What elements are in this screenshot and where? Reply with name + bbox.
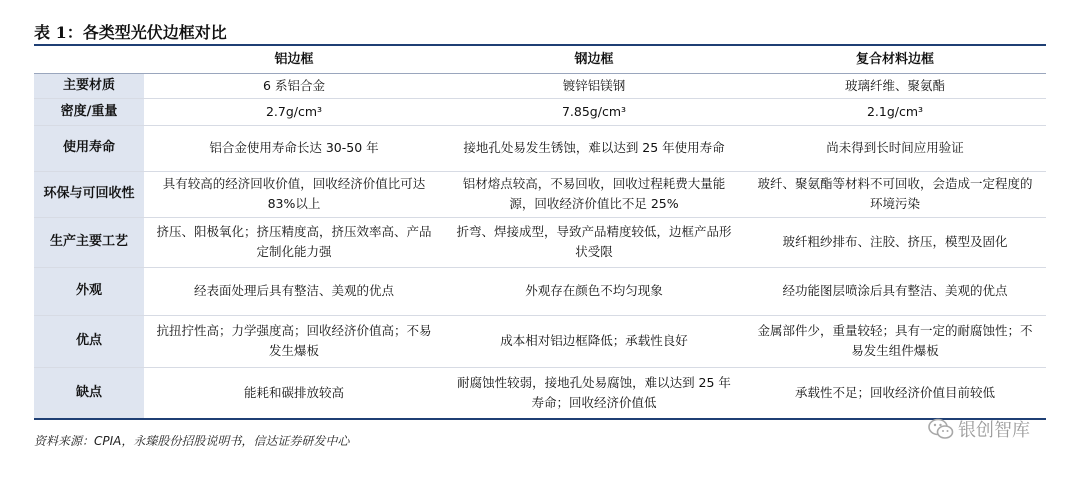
table-row bbox=[34, 73, 1046, 98]
watermark-text: 银创智库 bbox=[958, 420, 1030, 441]
table-cell: 玻璃纤维、聚氨酯 bbox=[744, 73, 1046, 98]
table-cell: 经表面处理后具有整洁、美观的优点 bbox=[144, 267, 444, 315]
row-label: 密度/重量 bbox=[34, 98, 144, 125]
table-row bbox=[34, 367, 1046, 419]
table-cell: 折弯、焊接成型，导致产品精度较低，边框产品形状受限 bbox=[444, 217, 744, 267]
table-cell: 挤压、阳极氧化；挤压精度高，挤压效率高、产品定制化能力强 bbox=[144, 217, 444, 267]
table-cell: 玻纤、聚氨酯等材料不可回收，会造成一定程度的环境污染 bbox=[744, 171, 1046, 217]
row-label: 主要材质 bbox=[34, 73, 144, 98]
table-row bbox=[34, 217, 1046, 267]
watermark bbox=[928, 416, 1030, 442]
table-cell: 金属部件少，重量较轻；具有一定的耐腐蚀性；不易发生组件爆板 bbox=[744, 315, 1046, 367]
header-row bbox=[34, 48, 1046, 73]
table-cell: 耐腐蚀性较弱，接地孔处易腐蚀，难以达到 25 年寿命；回收经济价值低 bbox=[444, 367, 744, 419]
top-rule bbox=[34, 44, 1046, 46]
table-cell: 镀锌铝镁钢 bbox=[444, 73, 744, 98]
header-composite: 复合材料边框 bbox=[744, 48, 1046, 73]
table-cell: 2.7g/cm³ bbox=[144, 98, 444, 125]
table-cell: 外观存在颜色不均匀现象 bbox=[444, 267, 744, 315]
table-row bbox=[34, 267, 1046, 315]
table-cell: 成本相对铝边框降低；承载性良好 bbox=[444, 315, 744, 367]
comparison-table bbox=[34, 48, 1046, 420]
wechat-icon bbox=[928, 418, 954, 440]
table-row bbox=[34, 171, 1046, 217]
table-title: 表 1：各类型光伏边框对比 bbox=[34, 23, 227, 42]
table-cell: 6 系铝合金 bbox=[144, 73, 444, 98]
table-cell: 具有较高的经济回收价值，回收经济价值比可达 83%以上 bbox=[144, 171, 444, 217]
source-note: 资料来源：CPIA，永臻股份招股说明书，信达证券研发中心 bbox=[34, 434, 350, 448]
row-label: 生产主要工艺 bbox=[34, 217, 144, 267]
row-label: 外观 bbox=[34, 267, 144, 315]
table-cell: 能耗和碳排放较高 bbox=[144, 367, 444, 419]
table-row bbox=[34, 315, 1046, 367]
table-row bbox=[34, 98, 1046, 125]
table-cell: 铝材熔点较高，不易回收，回收过程耗费大量能源，回收经济价值比不足 25% bbox=[444, 171, 744, 217]
table-row bbox=[34, 125, 1046, 171]
table-cell: 2.1g/cm³ bbox=[744, 98, 1046, 125]
table-cell: 玻纤粗纱排布、注胶、挤压，模型及固化 bbox=[744, 217, 1046, 267]
header-aluminum: 铝边框 bbox=[144, 48, 444, 73]
row-label: 缺点 bbox=[34, 367, 144, 419]
table-cell: 经功能图层喷涂后具有整洁、美观的优点 bbox=[744, 267, 1046, 315]
table-cell: 尚未得到长时间应用验证 bbox=[744, 125, 1046, 171]
row-label: 使用寿命 bbox=[34, 125, 144, 171]
row-label: 优点 bbox=[34, 315, 144, 367]
table-cell: 抗扭拧性高；力学强度高；回收经济价值高；不易发生爆板 bbox=[144, 315, 444, 367]
row-label: 环保与可回收性 bbox=[34, 171, 144, 217]
table-cell: 铝合金使用寿命长达 30-50 年 bbox=[144, 125, 444, 171]
table-cell: 承载性不足；回收经济价值目前较低 bbox=[744, 367, 1046, 419]
header-corner bbox=[34, 48, 144, 73]
header-steel: 钢边框 bbox=[444, 48, 744, 73]
table-cell: 7.85g/cm³ bbox=[444, 98, 744, 125]
table-cell: 接地孔处易发生锈蚀，难以达到 25 年使用寿命 bbox=[444, 125, 744, 171]
